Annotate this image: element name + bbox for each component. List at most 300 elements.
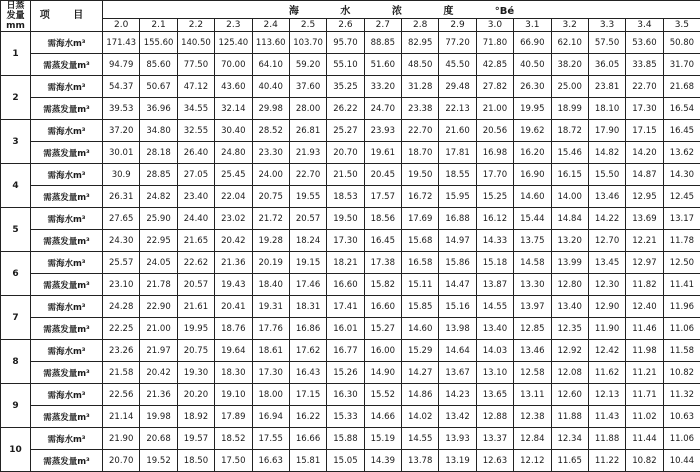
value-cell: 19.10 [215, 384, 252, 406]
value-cell: 21.78 [140, 274, 177, 296]
value-cell: 27.82 [476, 76, 513, 98]
value-cell: 20.19 [252, 252, 289, 274]
value-cell: 29.98 [252, 98, 289, 120]
value-cell: 15.29 [402, 340, 439, 362]
value-cell: 18.92 [177, 406, 214, 428]
value-cell: 14.84 [551, 208, 588, 230]
value-cell: 22.90 [140, 296, 177, 318]
value-cell: 20.57 [177, 274, 214, 296]
value-cell: 20.42 [215, 230, 252, 252]
value-cell: 16.86 [289, 318, 326, 340]
value-cell: 11.98 [626, 340, 663, 362]
value-cell: 15.33 [327, 406, 364, 428]
value-cell: 103.70 [289, 32, 326, 54]
value-cell: 13.99 [551, 252, 588, 274]
value-cell: 12.90 [588, 296, 625, 318]
value-cell: 18.50 [177, 450, 214, 472]
value-cell: 19.15 [289, 252, 326, 274]
value-cell: 16.30 [327, 384, 364, 406]
evaporation-required-label: 需蒸发量m³ [31, 406, 103, 428]
value-cell: 16.94 [252, 406, 289, 428]
table-row [1, 296, 700, 318]
value-cell: 19.43 [215, 274, 252, 296]
value-cell: 17.30 [327, 230, 364, 252]
value-cell: 16.72 [402, 186, 439, 208]
value-cell: 23.40 [177, 186, 214, 208]
value-cell: 64.10 [252, 54, 289, 76]
evaporation-required-label: 需蒸发量m³ [31, 450, 103, 472]
table-row [1, 120, 700, 142]
concentration-column-header: 3.0 [476, 18, 513, 31]
value-cell: 30.01 [103, 142, 140, 164]
value-cell: 13.20 [551, 230, 588, 252]
value-cell: 13.40 [551, 296, 588, 318]
value-cell: 11.43 [588, 406, 625, 428]
value-cell: 13.30 [514, 274, 551, 296]
day-cell: 1 [1, 32, 31, 76]
value-cell: 21.65 [177, 230, 214, 252]
value-cell: 29.48 [439, 76, 476, 98]
value-cell: 13.78 [402, 450, 439, 472]
value-cell: 28.18 [140, 142, 177, 164]
value-cell: 62.10 [551, 32, 588, 54]
value-cell: 40.50 [514, 54, 551, 76]
value-cell: 12.63 [476, 450, 513, 472]
value-cell: 94.79 [103, 54, 140, 76]
value-cell: 12.80 [551, 274, 588, 296]
value-cell: 16.63 [252, 450, 289, 472]
seawater-required-label: 需海水m³ [31, 120, 103, 142]
value-cell: 23.26 [103, 340, 140, 362]
value-cell: 28.85 [140, 164, 177, 186]
value-cell: 26.81 [289, 120, 326, 142]
evaporation-required-label: 需蒸发量m³ [31, 230, 103, 252]
value-cell: 12.35 [551, 318, 588, 340]
table-row [1, 32, 700, 54]
value-cell: 140.50 [177, 32, 214, 54]
evaporation-required-label: 需蒸发量m³ [31, 186, 103, 208]
value-cell: 15.85 [402, 296, 439, 318]
value-cell: 13.42 [439, 406, 476, 428]
value-cell: 11.22 [588, 450, 625, 472]
value-cell: 22.95 [140, 230, 177, 252]
value-cell: 55.10 [327, 54, 364, 76]
value-cell: 19.52 [140, 450, 177, 472]
value-cell: 24.80 [215, 142, 252, 164]
value-cell: 17.55 [252, 428, 289, 450]
value-cell: 12.85 [514, 318, 551, 340]
day-label-line-3: mm [6, 21, 25, 31]
value-cell: 14.97 [439, 230, 476, 252]
item-header: 项 目 [31, 1, 103, 32]
value-cell: 10.44 [663, 450, 700, 472]
value-cell: 26.31 [103, 186, 140, 208]
value-cell: 85.60 [140, 54, 177, 76]
seawater-required-label: 需海水m³ [31, 428, 103, 450]
value-cell: 21.90 [103, 428, 140, 450]
value-cell: 21.36 [140, 384, 177, 406]
value-cell: 15.26 [327, 362, 364, 384]
value-cell: 16.45 [364, 230, 401, 252]
value-cell: 17.30 [252, 362, 289, 384]
value-cell: 14.60 [514, 186, 551, 208]
value-cell: 24.05 [140, 252, 177, 274]
value-cell: 13.10 [476, 362, 513, 384]
value-cell: 16.01 [327, 318, 364, 340]
value-cell: 12.60 [551, 384, 588, 406]
value-cell: 43.60 [215, 76, 252, 98]
value-cell: 12.58 [514, 362, 551, 384]
value-cell: 37.20 [103, 120, 140, 142]
value-cell: 14.23 [439, 384, 476, 406]
day-cell: 8 [1, 340, 31, 384]
seawater-required-label: 需海水m³ [31, 76, 103, 98]
value-cell: 18.53 [327, 186, 364, 208]
value-cell: 20.68 [140, 428, 177, 450]
value-cell: 13.37 [476, 428, 513, 450]
value-cell: 18.24 [289, 230, 326, 252]
value-cell: 17.38 [364, 252, 401, 274]
value-cell: 26.22 [327, 98, 364, 120]
value-cell: 22.70 [402, 120, 439, 142]
value-cell: 16.15 [551, 164, 588, 186]
value-cell: 14.33 [476, 230, 513, 252]
value-cell: 28.52 [252, 120, 289, 142]
value-cell: 95.70 [327, 32, 364, 54]
value-cell: 17.50 [215, 450, 252, 472]
value-cell: 20.75 [177, 340, 214, 362]
table-row [1, 98, 700, 120]
value-cell: 48.50 [402, 54, 439, 76]
value-cell: 11.06 [663, 428, 700, 450]
value-cell: 27.65 [103, 208, 140, 230]
value-cell: 16.90 [514, 164, 551, 186]
value-cell: 11.88 [551, 406, 588, 428]
table-row [1, 230, 700, 252]
value-cell: 19.50 [327, 208, 364, 230]
value-cell: 11.32 [663, 384, 700, 406]
value-cell: 19.55 [289, 186, 326, 208]
concentration-column-header: 3.2 [551, 18, 588, 31]
value-cell: 12.13 [588, 384, 625, 406]
value-cell: 36.96 [140, 98, 177, 120]
value-cell: 14.00 [551, 186, 588, 208]
table-row [1, 340, 700, 362]
concentration-column-header: 2.2 [177, 18, 214, 31]
value-cell: 23.02 [215, 208, 252, 230]
value-cell: 16.20 [514, 142, 551, 164]
value-cell: 17.62 [289, 340, 326, 362]
value-cell: 18.21 [327, 252, 364, 274]
value-cell: 21.36 [215, 252, 252, 274]
value-cell: 11.41 [663, 274, 700, 296]
value-cell: 11.44 [626, 428, 663, 450]
seawater-required-label: 需海水m³ [31, 296, 103, 318]
value-cell: 14.03 [476, 340, 513, 362]
value-cell: 18.40 [252, 274, 289, 296]
value-cell: 14.30 [663, 164, 700, 186]
value-cell: 22.70 [626, 76, 663, 98]
value-cell: 27.05 [177, 164, 214, 186]
value-cell: 19.98 [140, 406, 177, 428]
value-cell: 10.82 [663, 362, 700, 384]
value-cell: 18.31 [289, 296, 326, 318]
value-cell: 16.54 [663, 98, 700, 120]
value-cell: 47.12 [177, 76, 214, 98]
value-cell: 82.95 [402, 32, 439, 54]
value-cell: 13.75 [514, 230, 551, 252]
value-cell: 20.75 [252, 186, 289, 208]
value-cell: 11.21 [626, 362, 663, 384]
value-cell: 19.30 [177, 362, 214, 384]
value-cell: 17.70 [476, 164, 513, 186]
value-cell: 24.28 [103, 296, 140, 318]
value-cell: 17.89 [215, 406, 252, 428]
value-cell: 18.10 [588, 98, 625, 120]
value-cell: 20.45 [364, 164, 401, 186]
value-cell: 19.31 [252, 296, 289, 318]
value-cell: 14.82 [588, 142, 625, 164]
value-cell: 36.05 [588, 54, 625, 76]
evaporation-required-label: 需蒸发量m³ [31, 318, 103, 340]
value-cell: 22.04 [215, 186, 252, 208]
value-cell: 171.43 [103, 32, 140, 54]
value-cell: 42.85 [476, 54, 513, 76]
value-cell: 13.87 [476, 274, 513, 296]
value-cell: 12.30 [588, 274, 625, 296]
value-cell: 10.82 [626, 450, 663, 472]
value-cell: 57.50 [588, 32, 625, 54]
value-cell: 21.14 [103, 406, 140, 428]
value-cell: 18.70 [402, 142, 439, 164]
value-cell: 20.70 [327, 142, 364, 164]
value-cell: 18.55 [439, 164, 476, 186]
value-cell: 19.50 [402, 164, 439, 186]
value-cell: 13.19 [439, 450, 476, 472]
value-cell: 38.20 [551, 54, 588, 76]
value-cell: 15.19 [364, 428, 401, 450]
value-cell: 15.11 [402, 274, 439, 296]
value-cell: 15.05 [327, 450, 364, 472]
value-cell: 13.11 [514, 384, 551, 406]
value-cell: 15.18 [476, 252, 513, 274]
value-cell: 16.43 [289, 362, 326, 384]
value-cell: 13.40 [476, 318, 513, 340]
value-cell: 25.00 [551, 76, 588, 98]
value-cell: 12.21 [626, 230, 663, 252]
value-cell: 113.60 [252, 32, 289, 54]
value-cell: 12.08 [551, 362, 588, 384]
value-cell: 11.46 [626, 318, 663, 340]
value-cell: 14.66 [364, 406, 401, 428]
value-cell: 12.45 [663, 186, 700, 208]
value-cell: 12.50 [663, 252, 700, 274]
evaporation-required-label: 需蒸发量m³ [31, 54, 103, 76]
value-cell: 16.45 [663, 120, 700, 142]
table-row [1, 428, 700, 450]
value-cell: 23.93 [364, 120, 401, 142]
value-cell: 14.47 [439, 274, 476, 296]
value-cell: 19.95 [514, 98, 551, 120]
value-cell: 19.61 [364, 142, 401, 164]
value-cell: 23.10 [103, 274, 140, 296]
value-cell: 34.55 [177, 98, 214, 120]
concentration-column-header: 2.0 [103, 18, 140, 31]
day-cell: 6 [1, 252, 31, 296]
concentration-column-header: 2.4 [252, 18, 289, 31]
table-row [1, 142, 700, 164]
concentration-column-header: 2.3 [215, 18, 252, 31]
value-cell: 13.17 [663, 208, 700, 230]
day-cell: 5 [1, 208, 31, 252]
value-cell: 15.95 [439, 186, 476, 208]
value-cell: 16.00 [364, 340, 401, 362]
value-cell: 33.85 [626, 54, 663, 76]
value-cell: 12.84 [514, 428, 551, 450]
value-cell: 15.82 [364, 274, 401, 296]
value-cell: 22.13 [439, 98, 476, 120]
value-cell: 13.98 [439, 318, 476, 340]
value-cell: 54.37 [103, 76, 140, 98]
table-row [1, 252, 700, 274]
value-cell: 12.34 [551, 428, 588, 450]
day-label-line-1: 日蒸 [6, 1, 24, 11]
value-cell: 23.30 [252, 142, 289, 164]
value-cell: 14.55 [476, 296, 513, 318]
value-cell: 88.85 [364, 32, 401, 54]
value-cell: 12.40 [626, 296, 663, 318]
seawater-required-label: 需海水m³ [31, 208, 103, 230]
value-cell: 24.40 [177, 208, 214, 230]
value-cell: 17.15 [289, 384, 326, 406]
value-cell: 125.40 [215, 32, 252, 54]
value-cell: 22.25 [103, 318, 140, 340]
value-cell: 21.00 [476, 98, 513, 120]
value-cell: 22.56 [103, 384, 140, 406]
value-cell: 18.30 [215, 362, 252, 384]
seawater-required-label: 需海水m³ [31, 164, 103, 186]
value-cell: 10.63 [663, 406, 700, 428]
value-cell: 155.60 [140, 32, 177, 54]
value-cell: 12.38 [514, 406, 551, 428]
table-row [1, 76, 700, 98]
value-cell: 16.58 [402, 252, 439, 274]
value-cell: 17.46 [289, 274, 326, 296]
table-row [1, 164, 700, 186]
value-cell: 30.9 [103, 164, 140, 186]
value-cell: 25.90 [140, 208, 177, 230]
value-cell: 51.60 [364, 54, 401, 76]
concentration-column-header: 3.4 [626, 18, 663, 31]
value-cell: 16.98 [476, 142, 513, 164]
value-cell: 21.61 [177, 296, 214, 318]
value-cell: 16.88 [439, 208, 476, 230]
value-cell: 15.68 [402, 230, 439, 252]
value-cell: 13.45 [588, 252, 625, 274]
value-cell: 20.56 [476, 120, 513, 142]
value-cell: 23.81 [588, 76, 625, 98]
day-cell: 10 [1, 428, 31, 472]
value-cell: 17.15 [626, 120, 663, 142]
value-cell: 22.62 [177, 252, 214, 274]
value-cell: 28.00 [289, 98, 326, 120]
value-cell: 14.22 [588, 208, 625, 230]
table-row [1, 186, 700, 208]
value-cell: 16.22 [289, 406, 326, 428]
value-cell: 15.50 [588, 164, 625, 186]
value-cell: 77.20 [439, 32, 476, 54]
value-cell: 22.70 [289, 164, 326, 186]
value-cell: 21.72 [252, 208, 289, 230]
value-cell: 21.00 [140, 318, 177, 340]
value-cell: 26.30 [514, 76, 551, 98]
value-cell: 12.97 [626, 252, 663, 274]
day-label-line-2: 发量 [6, 11, 24, 21]
value-cell: 15.81 [289, 450, 326, 472]
value-cell: 11.71 [626, 384, 663, 406]
value-cell: 17.69 [402, 208, 439, 230]
table-row [1, 450, 700, 472]
value-cell: 12.88 [476, 406, 513, 428]
value-cell: 12.42 [588, 340, 625, 362]
value-cell: 11.58 [663, 340, 700, 362]
table-row [1, 406, 700, 428]
value-cell: 15.27 [364, 318, 401, 340]
value-cell: 19.57 [177, 428, 214, 450]
value-cell: 71.80 [476, 32, 513, 54]
value-cell: 24.00 [252, 164, 289, 186]
value-cell: 30.40 [215, 120, 252, 142]
value-cell: 14.87 [626, 164, 663, 186]
value-cell: 13.65 [476, 384, 513, 406]
value-cell: 13.46 [514, 340, 551, 362]
value-cell: 14.58 [514, 252, 551, 274]
value-cell: 21.50 [327, 164, 364, 186]
seawater-required-label: 需海水m³ [31, 32, 103, 54]
value-cell: 18.72 [551, 120, 588, 142]
evaporation-required-label: 需蒸发量m³ [31, 362, 103, 384]
value-cell: 13.93 [439, 428, 476, 450]
value-cell: 11.62 [588, 362, 625, 384]
day-cell: 9 [1, 384, 31, 428]
value-cell: 14.90 [364, 362, 401, 384]
value-cell: 17.81 [439, 142, 476, 164]
value-cell: 35.25 [327, 76, 364, 98]
value-cell: 39.53 [103, 98, 140, 120]
value-cell: 18.76 [215, 318, 252, 340]
value-cell: 19.95 [177, 318, 214, 340]
value-cell: 12.12 [514, 450, 551, 472]
value-cell: 26.40 [177, 142, 214, 164]
value-cell: 20.42 [140, 362, 177, 384]
value-cell: 16.66 [289, 428, 326, 450]
value-cell: 18.99 [551, 98, 588, 120]
value-cell: 17.57 [364, 186, 401, 208]
table-row [1, 54, 700, 76]
value-cell: 18.61 [252, 340, 289, 362]
value-cell: 23.38 [402, 98, 439, 120]
value-cell: 34.80 [140, 120, 177, 142]
concentration-column-header: 2.8 [402, 18, 439, 31]
evaporation-required-label: 需蒸发量m³ [31, 142, 103, 164]
value-cell: 21.93 [289, 142, 326, 164]
value-cell: 70.00 [215, 54, 252, 76]
value-cell: 16.60 [364, 296, 401, 318]
value-cell: 14.55 [402, 428, 439, 450]
concentration-column-header: 3.3 [588, 18, 625, 31]
value-cell: 12.95 [626, 186, 663, 208]
value-cell: 14.86 [402, 384, 439, 406]
